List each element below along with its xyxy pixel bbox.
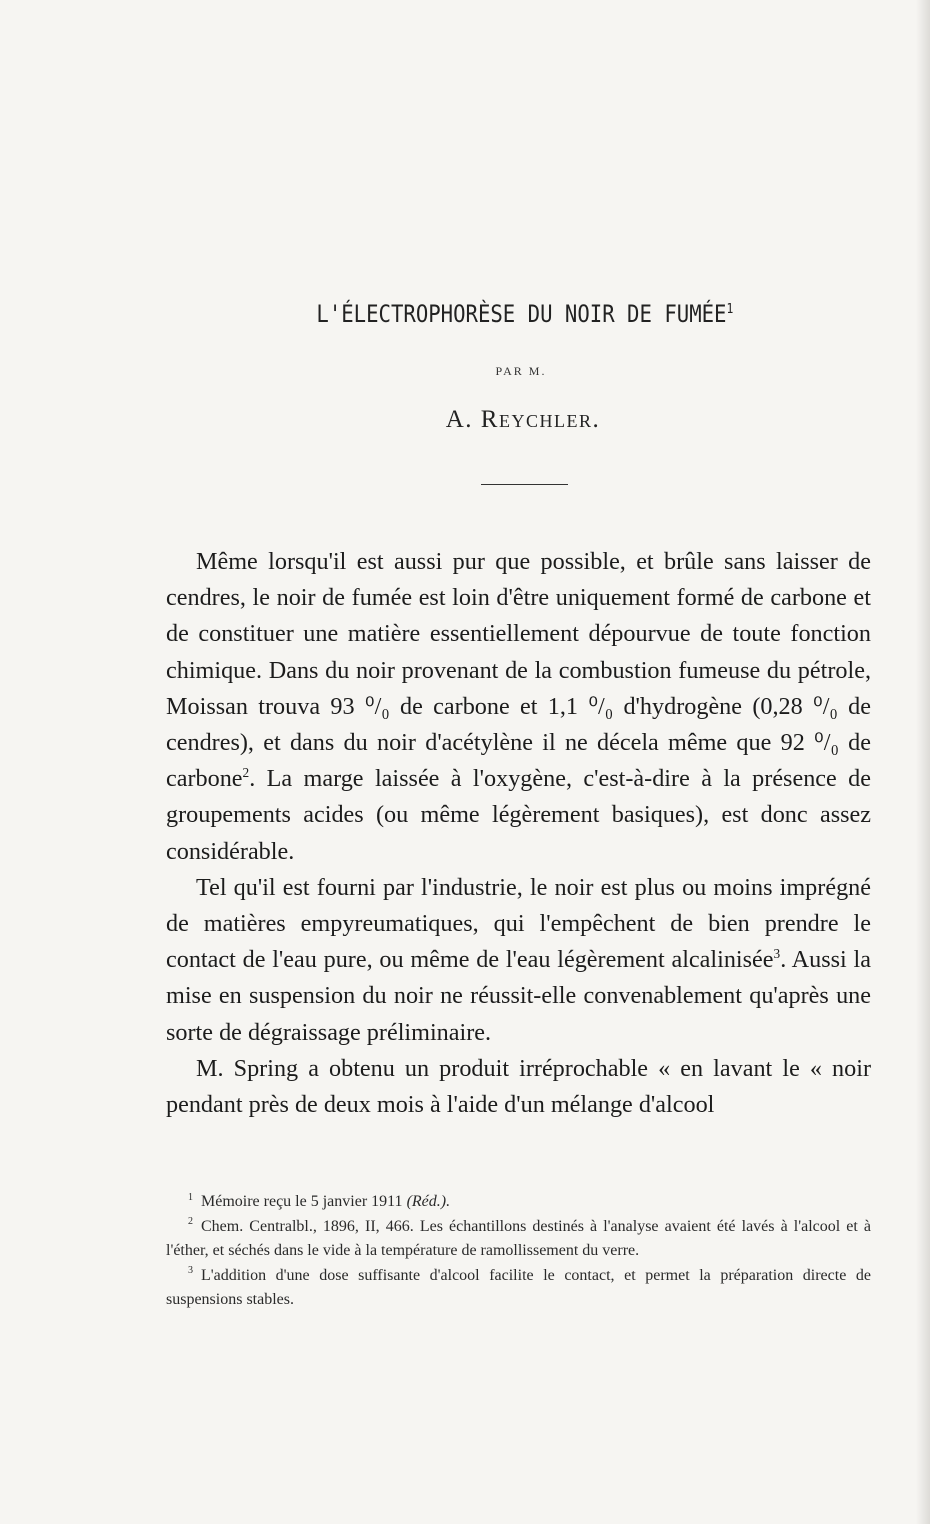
article-title: [73, 300, 930, 328]
body-text: [166, 544, 871, 1123]
paragraph-3-text: M. Spring a obtenu un produit irréprochable « en lavant le « noir pendant près de deux mois à l'aide d'un mélange d'alcool: [166, 1054, 871, 1119]
footnotes: [166, 1190, 871, 1313]
paragraph-1: [166, 544, 871, 870]
paragraph-2-text-b: . Aussi la mise en suspension du noir ne réussit-elle convenablement qu'après une sorte de dégraissage préliminaire.: [166, 946, 872, 1046]
separator-rule: [481, 484, 568, 485]
footnote-ref-3: 3: [773, 946, 781, 962]
page-edge-shadow: [916, 0, 930, 1524]
byline: PAR M.: [495, 364, 547, 378]
author-name: A. Reychler.: [445, 406, 601, 433]
footnote-3-mark: 3: [188, 1265, 193, 1277]
footnote-3-text: L'addition d'une dose suffisante d'alcool facilite le contact, et permet la préparation directe de suspensions stables.: [166, 1266, 871, 1308]
footnote-2-mark: 2: [188, 1216, 193, 1228]
footnote-1: [166, 1190, 871, 1215]
paragraph-2: [166, 870, 871, 1051]
footnote-2: [166, 1215, 871, 1264]
footnote-1-text: Mémoire reçu le 5 janvier 1911: [201, 1193, 403, 1210]
paragraph-2-text-a: Tel qu'il est fourni par l'industrie, le noir est plus ou moins imprégné de matières empyreumatiques, qui l'empêchent de bien prendre le contact de l'eau pure, ou même de l'eau légèrement alcalinisée: [166, 873, 871, 974]
footnote-3: [166, 1264, 871, 1313]
footnote-1-italic: (Réd.).: [406, 1193, 451, 1210]
title-footnote-ref: 1: [726, 302, 734, 317]
footnote-1-mark: 1: [188, 1191, 193, 1203]
footnote-ref-2: 2: [242, 765, 250, 781]
paragraph-1-text-b: . La marge laissée à l'oxygène, c'est-à-dire à la présence de groupements acides (ou même légèrement basiques), est donc assez considérable.: [166, 765, 871, 865]
article-title-text: L'ÉLECTROPHORÈSE DU NOIR DE FUMÉE: [316, 300, 727, 328]
paragraph-1-text-a: Même lorsqu'il est aussi pur que possible, et brûle sans laisser de cendres, le noir de fumée est loin d'être uniquement formé de carbone et de constituer une matière essentiellement dépourvue de toute fonction chimique. Dans du noir provenant de la combustion fumeuse du pétrole, Moissan trouva 93 ⁰/₀ de carbone et 1,1 ⁰/₀ d'hydrogène (0,28 ⁰/₀ de cendres), et dans du noir d'acétylène il ne décela même que 92 ⁰/₀ de carbone: [166, 548, 871, 793]
paragraph-3: [166, 1051, 871, 1123]
footnote-2-text: Chem. Centralbl., 1896, II, 466. Les échantillons destinés à l'analyse avaient été lavés à l'alcool et à l'éther, et séchés dans le vide à la température de ramollissement du verre.: [166, 1217, 871, 1259]
